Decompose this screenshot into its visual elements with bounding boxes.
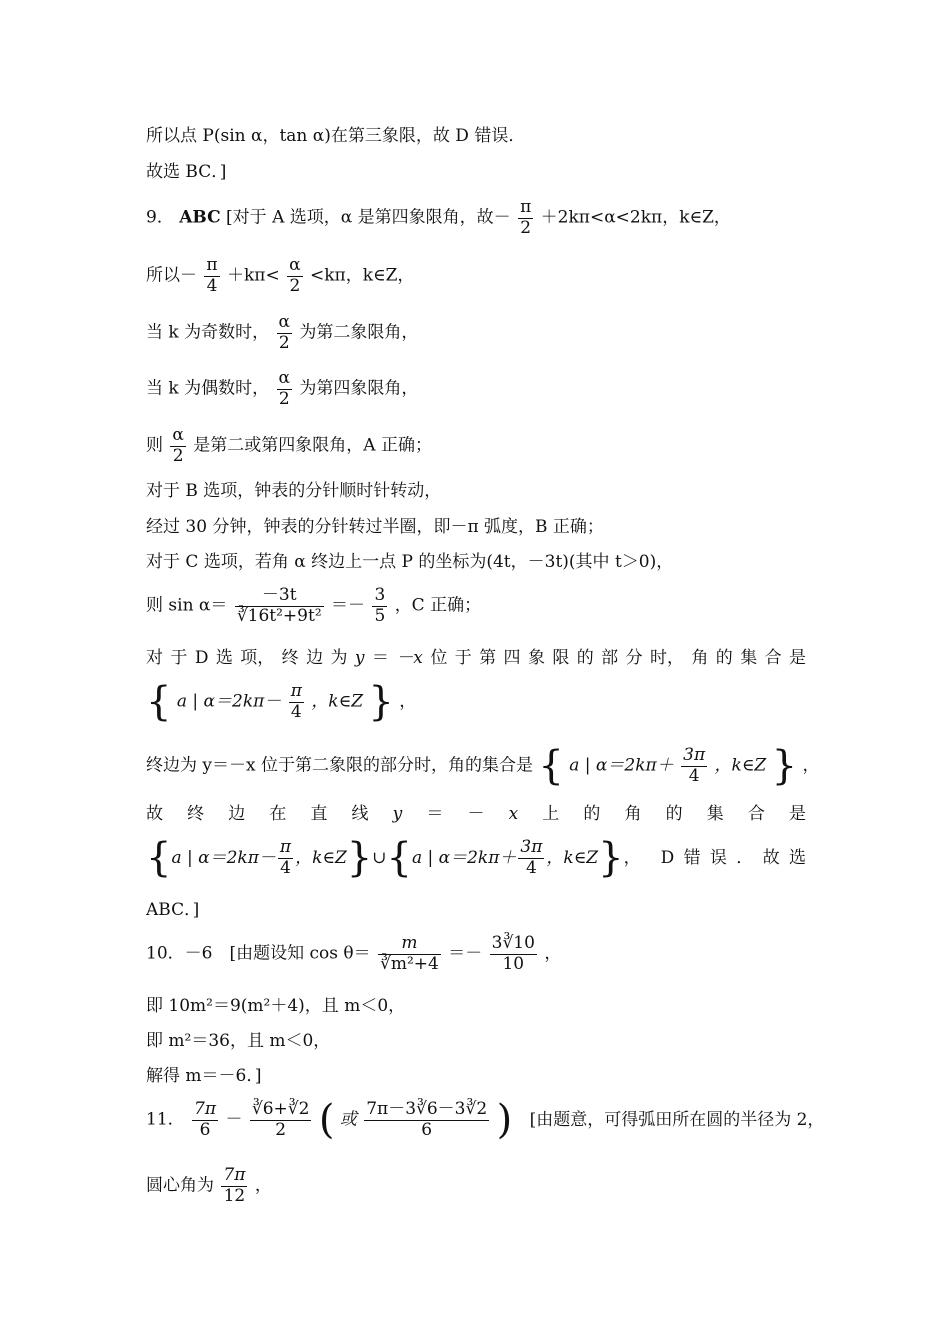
- fraction: $\frac{-3t}{\text{∛16t²+9t²}}$: [236, 585, 322, 626]
- question-9-line: [146, 198, 731, 238]
- text-line-7: 则 $\frac{\alpha}{2}$ 是第二或第四象限角，A 正确；: [146, 425, 432, 466]
- fraction: $\frac{3\pi}{4}$: [520, 837, 543, 878]
- fraction: $\frac{3}{5}$: [374, 585, 386, 626]
- fraction: $\frac{\alpha}{2}$: [278, 368, 290, 409]
- fraction: $\frac{7\pi}{6}$: [194, 1099, 217, 1140]
- fraction: $\frac{3∛10}{10}$: [491, 933, 535, 974]
- text-line-6: 当 k 为偶数时， $\frac{\alpha}{2}$ 为第四象限角，: [146, 368, 419, 409]
- text-line-19: 即 10m²＝9(m²＋4)，且 m＜0，: [146, 996, 406, 1016]
- question-11-line: 11． $\frac{7\pi}{6}$ － $\frac{∛6+∛2}{2}$ ( 或 $\frac{7\pi-3∛6-3∛2}{6}$ ) [由题意，可得弧田所在圆的半径为 2，: [146, 1097, 825, 1144]
- fraction: $\frac{\pi}{4}$: [279, 837, 292, 878]
- text-line-4: 所以－ $\frac{\pi}{4}$ ＋kπ< $\frac{\alpha}{2}$ <kπ，k∈Z，: [146, 255, 415, 296]
- text-line-15: 故 终 边 在 直 线 y ＝ － x 上 的 角 的 集 合 是: [146, 804, 806, 824]
- fraction: $\frac{m}{\text{∛m²+4}}$: [380, 933, 439, 974]
- fraction: $\frac{\pi}{4}$: [206, 255, 218, 296]
- fraction: $\frac{7\pi-3∛6-3∛2}{6}$: [366, 1099, 488, 1140]
- fraction: $\frac{\pi}{2}$: [520, 197, 532, 238]
- text-line-21: 解得 m＝－6．]: [146, 1066, 262, 1086]
- text-line-17: ABC．]: [146, 900, 200, 920]
- q9-number: 9．: [146, 207, 174, 228]
- fraction: $\frac{\pi}{4}$: [290, 681, 302, 722]
- text-line-20: 即 m²＝36，且 m＜0，: [146, 1031, 331, 1051]
- text-line-2: 故选 BC．]: [146, 162, 227, 182]
- text-line-23: 圆心角为 $\frac{7\pi}{12}$ ，: [146, 1165, 272, 1206]
- q9-text: [对于 A 选项，α 是第四象限角，故－: [226, 207, 511, 228]
- fraction: $\frac{7\pi}{12}$: [223, 1165, 246, 1206]
- text-line-16: { a | α＝2kπ－ $\frac{\pi}{4}$ ，k∈Z } ∪ { a | α＝2kπ＋ $\frac{3\pi}{4}$ ，k∈Z } ， D 错 误 ． 故 选: [146, 835, 806, 882]
- q9-text-tail: ＋2kπ<α<2kπ，k∈Z，: [540, 207, 731, 228]
- text-line-12: 对 于 D 选 项， 终 边 为 y ＝ －x 位 于 第 四 象 限 的 部 分 时， 角 的 集 合 是: [146, 648, 806, 668]
- question-10-line: 10．－6 [由题设知 cos θ＝ $\frac{m}{\text{∛m²+4}}$ ＝－ $\frac{3∛10}{10}$ ，: [146, 933, 562, 974]
- fraction: $\frac{∛6+∛2}{2}$: [251, 1099, 310, 1140]
- text-line-11: 则 sin α＝ $\frac{-3t}{\text{∛16t²+9t²}}$ ＝－ $\frac{3}{5}$ ，C 正确；: [146, 585, 482, 626]
- fraction: $\frac{\alpha}{2}$: [289, 255, 301, 296]
- text-line-13: { a | α＝2kπ－ $\frac{\pi}{4}$ ，k∈Z } ，: [146, 679, 417, 726]
- text-line-10: 对于 C 选项，若角 α 终边上一点 P 的坐标为(4t，－3t)(其中 t＞0)，: [146, 552, 674, 572]
- text-line-8: 对于 B 选项，钟表的分针顺时针转动，: [146, 481, 442, 501]
- fraction: $\frac{\alpha}{2}$: [172, 425, 184, 466]
- text-line-14: 终边为 y＝－x 位于第二象限的部分时，角的集合是 { a | α＝2kπ＋ $\frac{3\pi}{4}$ ，k∈Z } ，: [146, 743, 820, 790]
- fraction: $\frac{\alpha}{2}$: [278, 312, 290, 353]
- text-line-5: 当 k 为奇数时， $\frac{\alpha}{2}$ 为第二象限角，: [146, 312, 419, 353]
- fraction: $\frac{3\pi}{4}$: [683, 745, 706, 786]
- q9-answer: ABC: [179, 207, 221, 228]
- text-line-1: 所以点 P(sin α，tan α)在第三象限，故 D 错误．: [146, 126, 526, 146]
- text-line-9: 经过 30 分钟，钟表的分针转过半圈，即－π 弧度，B 正确；: [146, 517, 604, 537]
